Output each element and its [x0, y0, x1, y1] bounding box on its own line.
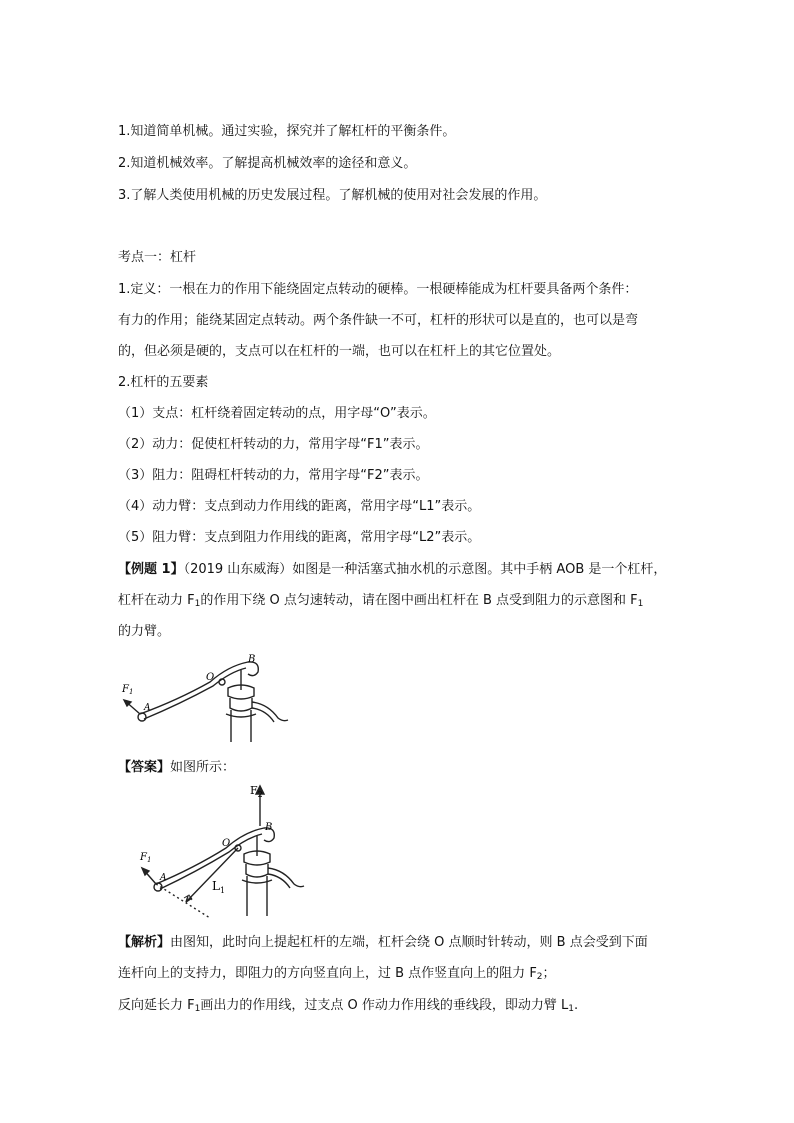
pump-figure-answer [132, 780, 322, 920]
analysis-sub-2: 2 [536, 972, 543, 982]
example-text-2b: 的作用下绕 O 点匀速转动，请在图中画出杠杆在 B 点受到阻力的示意图和 F [200, 593, 638, 608]
example-line-3: 的力臂。 [118, 624, 171, 639]
analysis-sub-3b: 1 [568, 1004, 574, 1014]
section-title: 考点一：杠杆 [118, 250, 197, 265]
pump-figure-question [118, 652, 298, 744]
analysis-line-1 [118, 933, 648, 953]
label-A-answer: A [160, 873, 167, 883]
definition-line-3: 的，但必须是硬的，支点可以在杠杆的一端，也可以在杠杆上的其它位置处。 [118, 344, 561, 359]
analysis-line-2 [118, 964, 556, 987]
objective-3: 3.了解人类使用机械的历史发展过程。了解机械的使用对社会发展的作用。 [118, 188, 547, 203]
analysis-sub-3a: 1 [194, 1004, 201, 1014]
label-O-answer: O [222, 838, 231, 849]
label-A: A [144, 703, 151, 713]
analysis-text-1: 由图知，此时向上提起杠杆的左端，杠杆会绕 O 点顺时针转动，则 B 点会受到下面 [170, 935, 648, 950]
label-B: B [248, 654, 256, 665]
objective-2: 2.知道机械效率。了解提高机械效率的途径和意义。 [118, 156, 417, 171]
element-3: （3）阻力：阻碍杠杆转动的力，常用字母“F2”表示。 [118, 468, 429, 483]
analysis-line-3 [118, 996, 578, 1019]
analysis-tag: 【解析】 [118, 935, 171, 950]
label-L1: $L_1$ [212, 879, 226, 895]
definition-line-1: 1.定义：一根在力的作用下能绕固定点转动的硬棒。一根硬棒能成为杠杆要具备两个条件： [118, 282, 638, 297]
label-B-answer: B [265, 822, 273, 833]
answer-text: 如图所示： [170, 760, 236, 775]
example-sub-1: 1 [194, 599, 201, 609]
example-line-2 [118, 591, 643, 614]
analysis-text-3b: 画出力的作用线，过支点 O 作动力作用线的垂线段，即动力臂 L [200, 998, 569, 1013]
analysis-text-3a: 反向延长力 F [118, 998, 195, 1013]
label-F2: $F_2$ [250, 784, 263, 799]
example-text-1: （2019 山东威海）如图是一种活塞式抽水机的示意图。其中手柄 AOB 是一个杠杆， [183, 562, 667, 577]
label-F1: $F_1$ [122, 684, 134, 696]
answer-line [118, 758, 235, 778]
elements-title: 2.杠杆的五要素 [118, 375, 209, 390]
label-F1-answer: $F_1$ [140, 852, 152, 864]
element-4: （4）动力臂：支点到动力作用线的距离，常用字母“L1”表示。 [118, 499, 481, 514]
analysis-text-2b: ； [542, 966, 556, 981]
element-1: （1）支点：杠杆绕着固定转动的点，用字母“O”表示。 [118, 406, 436, 421]
element-2: （2）动力：促使杠杆转动的力，常用字母“F1”表示。 [118, 437, 429, 452]
answer-tag: 【答案】 [118, 760, 171, 775]
analysis-text-2a: 连杆向上的支持力，即阻力的方向竖直向上，过 B 点作竖直向上的阻力 F [118, 966, 537, 981]
element-5: （5）阻力臂：支点到阻力作用线的距离，常用字母“L2”表示。 [118, 530, 481, 545]
objective-1: 1.知道简单机械。通过实验，探究并了解杠杆的平衡条件。 [118, 124, 456, 139]
example-text-2a: 杠杆在动力 F [118, 593, 195, 608]
label-O: O [206, 672, 215, 683]
example-tag: 【例题 1】 [118, 562, 184, 577]
example-sub-2: 1 [637, 599, 644, 609]
definition-line-2: 有力的作用；能绕某固定点转动。两个条件缺一不可，杠杆的形状可以是直的，也可以是弯 [118, 313, 639, 328]
example-line-1 [118, 560, 666, 580]
analysis-text-3c: . [573, 998, 579, 1013]
